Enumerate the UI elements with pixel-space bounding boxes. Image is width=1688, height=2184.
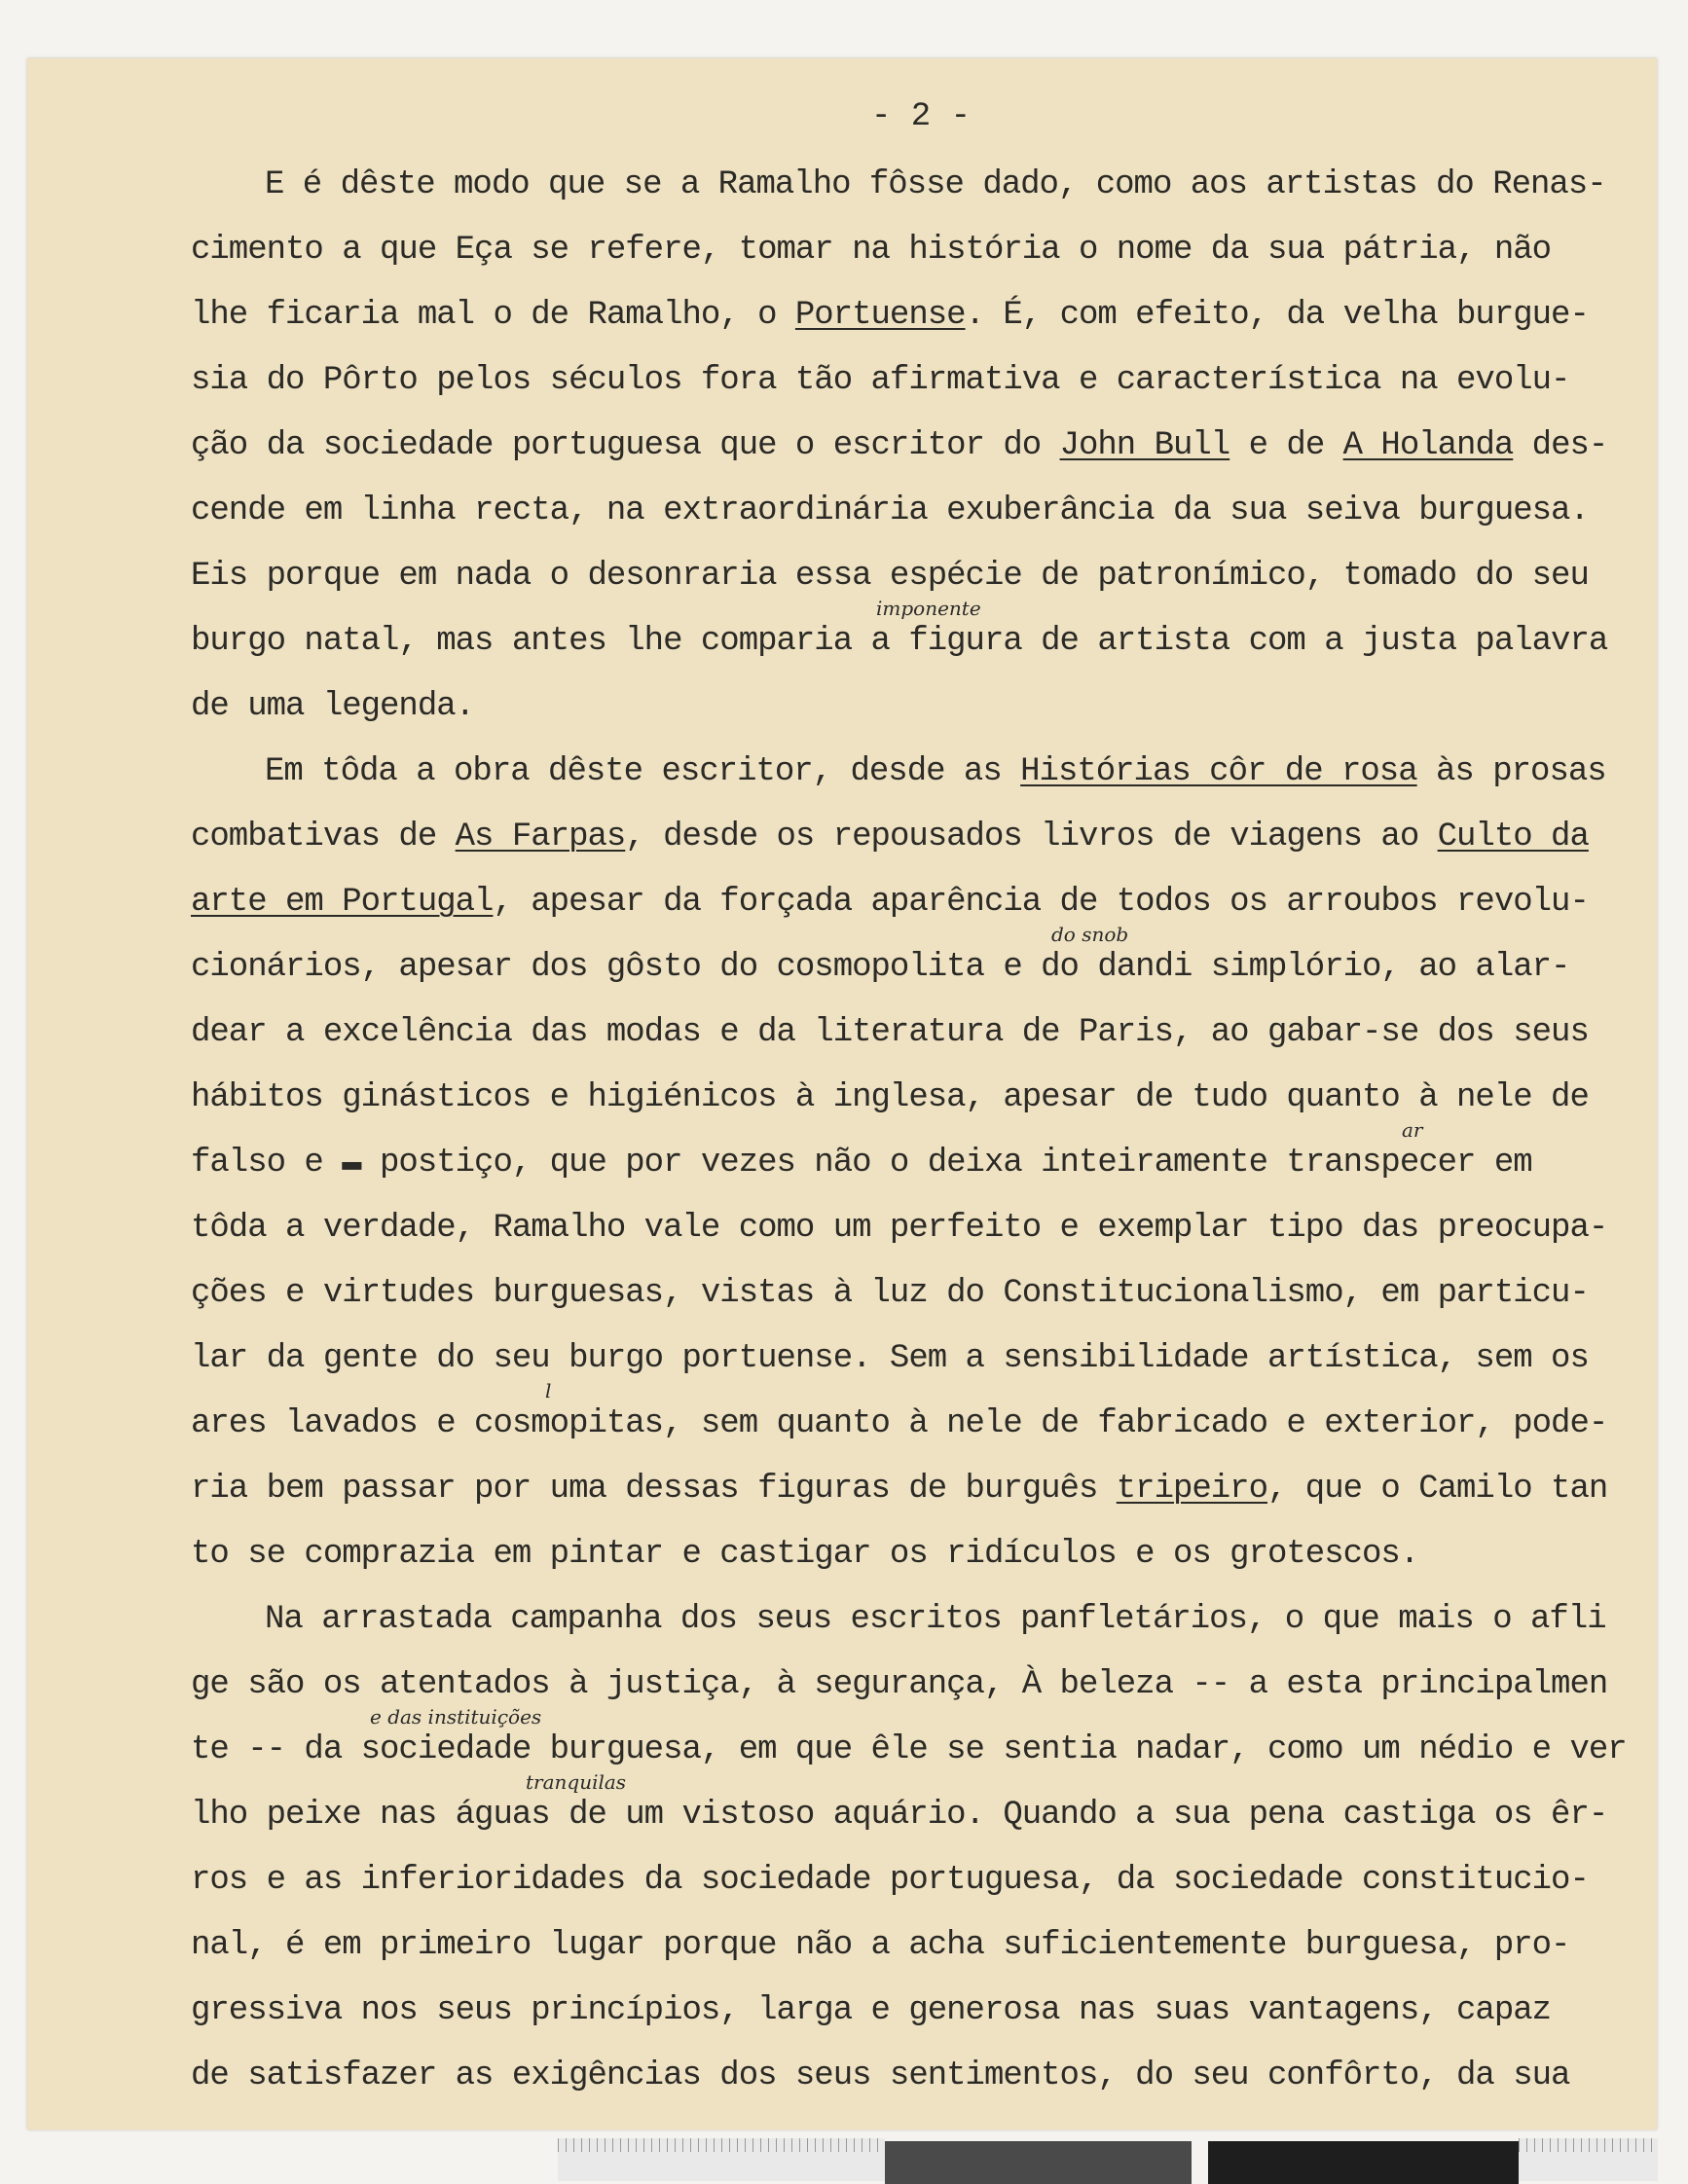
text-segment: gressiva nos seus princípios, larga e generosa nas suas vantagens, capaz bbox=[191, 1992, 1552, 2029]
scale-gray-patch bbox=[885, 2141, 1192, 2184]
text-segment: burgo natal, mas antes lhe comparia a figura de artista com a justa palavra bbox=[191, 623, 1608, 660]
text-line bbox=[191, 948, 1569, 987]
underlined-title: A Holanda bbox=[1342, 427, 1514, 464]
text-segment: , que o Camilo tan bbox=[1267, 1471, 1608, 1508]
text-segment: Em tôda a obra dêste escritor, desde as bbox=[265, 753, 1021, 790]
text-line bbox=[191, 426, 1607, 465]
text-segment: des- bbox=[1513, 427, 1608, 464]
text-line bbox=[191, 1339, 1589, 1378]
text-segment: ge são os atentados à justiça, à segurança, À beleza -- a esta principalmen bbox=[191, 1666, 1608, 1703]
text-line bbox=[191, 296, 1589, 335]
text-line bbox=[191, 687, 474, 726]
handwritten-note-instituicoes: e das instituições bbox=[370, 1705, 542, 1729]
underlined-title: John Bull bbox=[1059, 427, 1230, 464]
underlined-title: Culto da bbox=[1437, 819, 1589, 855]
text-segment: combativas de bbox=[191, 819, 456, 855]
text-line bbox=[191, 1013, 1589, 1052]
text-segment: de uma legenda. bbox=[191, 688, 475, 725]
text-line bbox=[191, 818, 1589, 856]
underlined-title: Histórias côr de rosa bbox=[1020, 753, 1417, 790]
text-segment: de satisfazer as exigências dos seus sentimentos, do seu confôrto, da sua bbox=[191, 2057, 1570, 2094]
text-segment: ares lavados e cosmopitas, sem quanto à nele de fabricado e exterior, pode- bbox=[191, 1405, 1608, 1442]
scale-ruler-light bbox=[558, 2138, 885, 2181]
text-segment: e de bbox=[1229, 427, 1343, 464]
text-segment: falso e ▬ postiço, que por vezes não o deixa inteiramente transpecer em bbox=[191, 1145, 1532, 1182]
handwritten-note-tranquilas: tranquilas bbox=[526, 1770, 627, 1794]
text-line bbox=[191, 1991, 1551, 2030]
handwritten-note-l: l bbox=[545, 1379, 552, 1402]
text-segment: ção da sociedade portuguesa que o escritor do bbox=[191, 427, 1060, 464]
text-segment: lar da gente do seu burgo portuense. Sem a sensibilidade artística, sem os bbox=[191, 1340, 1589, 1377]
text-segment: to se comprazia em pintar e castigar os ridículos e os grotescos. bbox=[191, 1536, 1419, 1573]
text-line bbox=[265, 1600, 1606, 1639]
text-segment: , apesar da forçada aparência de todos os arroubos revolu- bbox=[493, 884, 1589, 921]
text-line bbox=[191, 1861, 1589, 1900]
text-line bbox=[191, 361, 1569, 400]
text-line bbox=[265, 165, 1606, 204]
text-line bbox=[191, 491, 1589, 530]
scale-black-patch bbox=[1208, 2141, 1519, 2184]
text-segment: te -- da sociedade burguesa, em que êle se sentia nadar, como um nédio e ver bbox=[191, 1731, 1627, 1768]
text-segment: Na arrastada campanha dos seus escritos panfletários, o que mais o afli bbox=[265, 1601, 1606, 1638]
text-segment: sia do Pôrto pelos séculos fora tão afirmativa e característica na evolu- bbox=[191, 362, 1570, 399]
text-segment: lho peixe nas águas de um vistoso aquário. Quando a sua pena castiga os êr- bbox=[191, 1797, 1608, 1834]
text-line bbox=[191, 231, 1551, 270]
text-line bbox=[265, 752, 1606, 791]
text-line bbox=[191, 1535, 1418, 1574]
text-line bbox=[191, 1404, 1607, 1443]
underlined-title: arte em Portugal bbox=[191, 884, 494, 921]
text-segment: ria bem passar por uma dessas figuras de burguês bbox=[191, 1471, 1117, 1508]
handwritten-note-do-snob: do snob bbox=[1051, 923, 1129, 946]
text-line bbox=[191, 1209, 1607, 1248]
text-segment: . É, com efeito, da velha burgue- bbox=[965, 297, 1589, 334]
text-segment: cimento a que Eça se refere, tomar na história o nome da sua pátria, não bbox=[191, 232, 1552, 269]
text-line bbox=[191, 1926, 1569, 1965]
text-segment: tôda a verdade, Ramalho vale como um perfeito e exemplar tipo das preocupa- bbox=[191, 1210, 1608, 1247]
text-segment: cende em linha recta, na extraordinária exuberância da sua seiva burguesa. bbox=[191, 492, 1589, 529]
handwritten-note-imponente: imponente bbox=[876, 597, 981, 620]
text-segment: cionários, apesar dos gôsto do cosmopolita e do dandi simplório, ao alar- bbox=[191, 949, 1570, 986]
text-line bbox=[191, 2057, 1569, 2095]
underlined-title: Portuense bbox=[794, 297, 966, 334]
text-line bbox=[191, 622, 1607, 661]
text-line bbox=[191, 1144, 1532, 1183]
text-segment: ções e virtudes burguesas, vistas à luz do Constitucionalismo, em particu- bbox=[191, 1275, 1589, 1312]
underlined-title: tripeiro bbox=[1116, 1471, 1267, 1508]
text-segment: E é dêste modo que se a Ramalho fôsse dado, como aos artistas do Renas- bbox=[265, 166, 1606, 203]
handwritten-note-ar: ar bbox=[1402, 1118, 1423, 1142]
text-segment: ros e as inferioridades da sociedade portuguesa, da sociedade constitucio- bbox=[191, 1862, 1589, 1899]
text-segment: às prosas bbox=[1416, 753, 1606, 790]
text-line bbox=[191, 1274, 1589, 1313]
text-line bbox=[191, 1796, 1607, 1835]
text-segment: nal, é em primeiro lugar porque não a acha suficientemente burguesa, pro- bbox=[191, 1927, 1570, 1964]
text-line bbox=[191, 1078, 1589, 1117]
text-segment: , desde os repousados livros de viagens ao bbox=[625, 819, 1438, 855]
text-segment: hábitos ginásticos e higiénicos à inglesa, apesar de tudo quanto à nele de bbox=[191, 1079, 1589, 1116]
text-line bbox=[191, 1730, 1627, 1769]
text-line bbox=[191, 557, 1589, 596]
scale-ruler-end bbox=[1519, 2138, 1658, 2181]
underlined-title: As Farpas bbox=[455, 819, 626, 855]
text-line bbox=[191, 1470, 1607, 1509]
text-segment: Eis porque em nada o desonraria essa espécie de patronímico, tomado do seu bbox=[191, 558, 1589, 595]
page-number: - 2 - bbox=[871, 98, 972, 135]
text-segment: lhe ficaria mal o de Ramalho, o bbox=[191, 297, 795, 334]
text-line bbox=[191, 1665, 1607, 1704]
text-segment: dear a excelência das modas e da literatura de Paris, ao gabar-se dos seus bbox=[191, 1014, 1589, 1051]
text-line bbox=[191, 883, 1589, 922]
